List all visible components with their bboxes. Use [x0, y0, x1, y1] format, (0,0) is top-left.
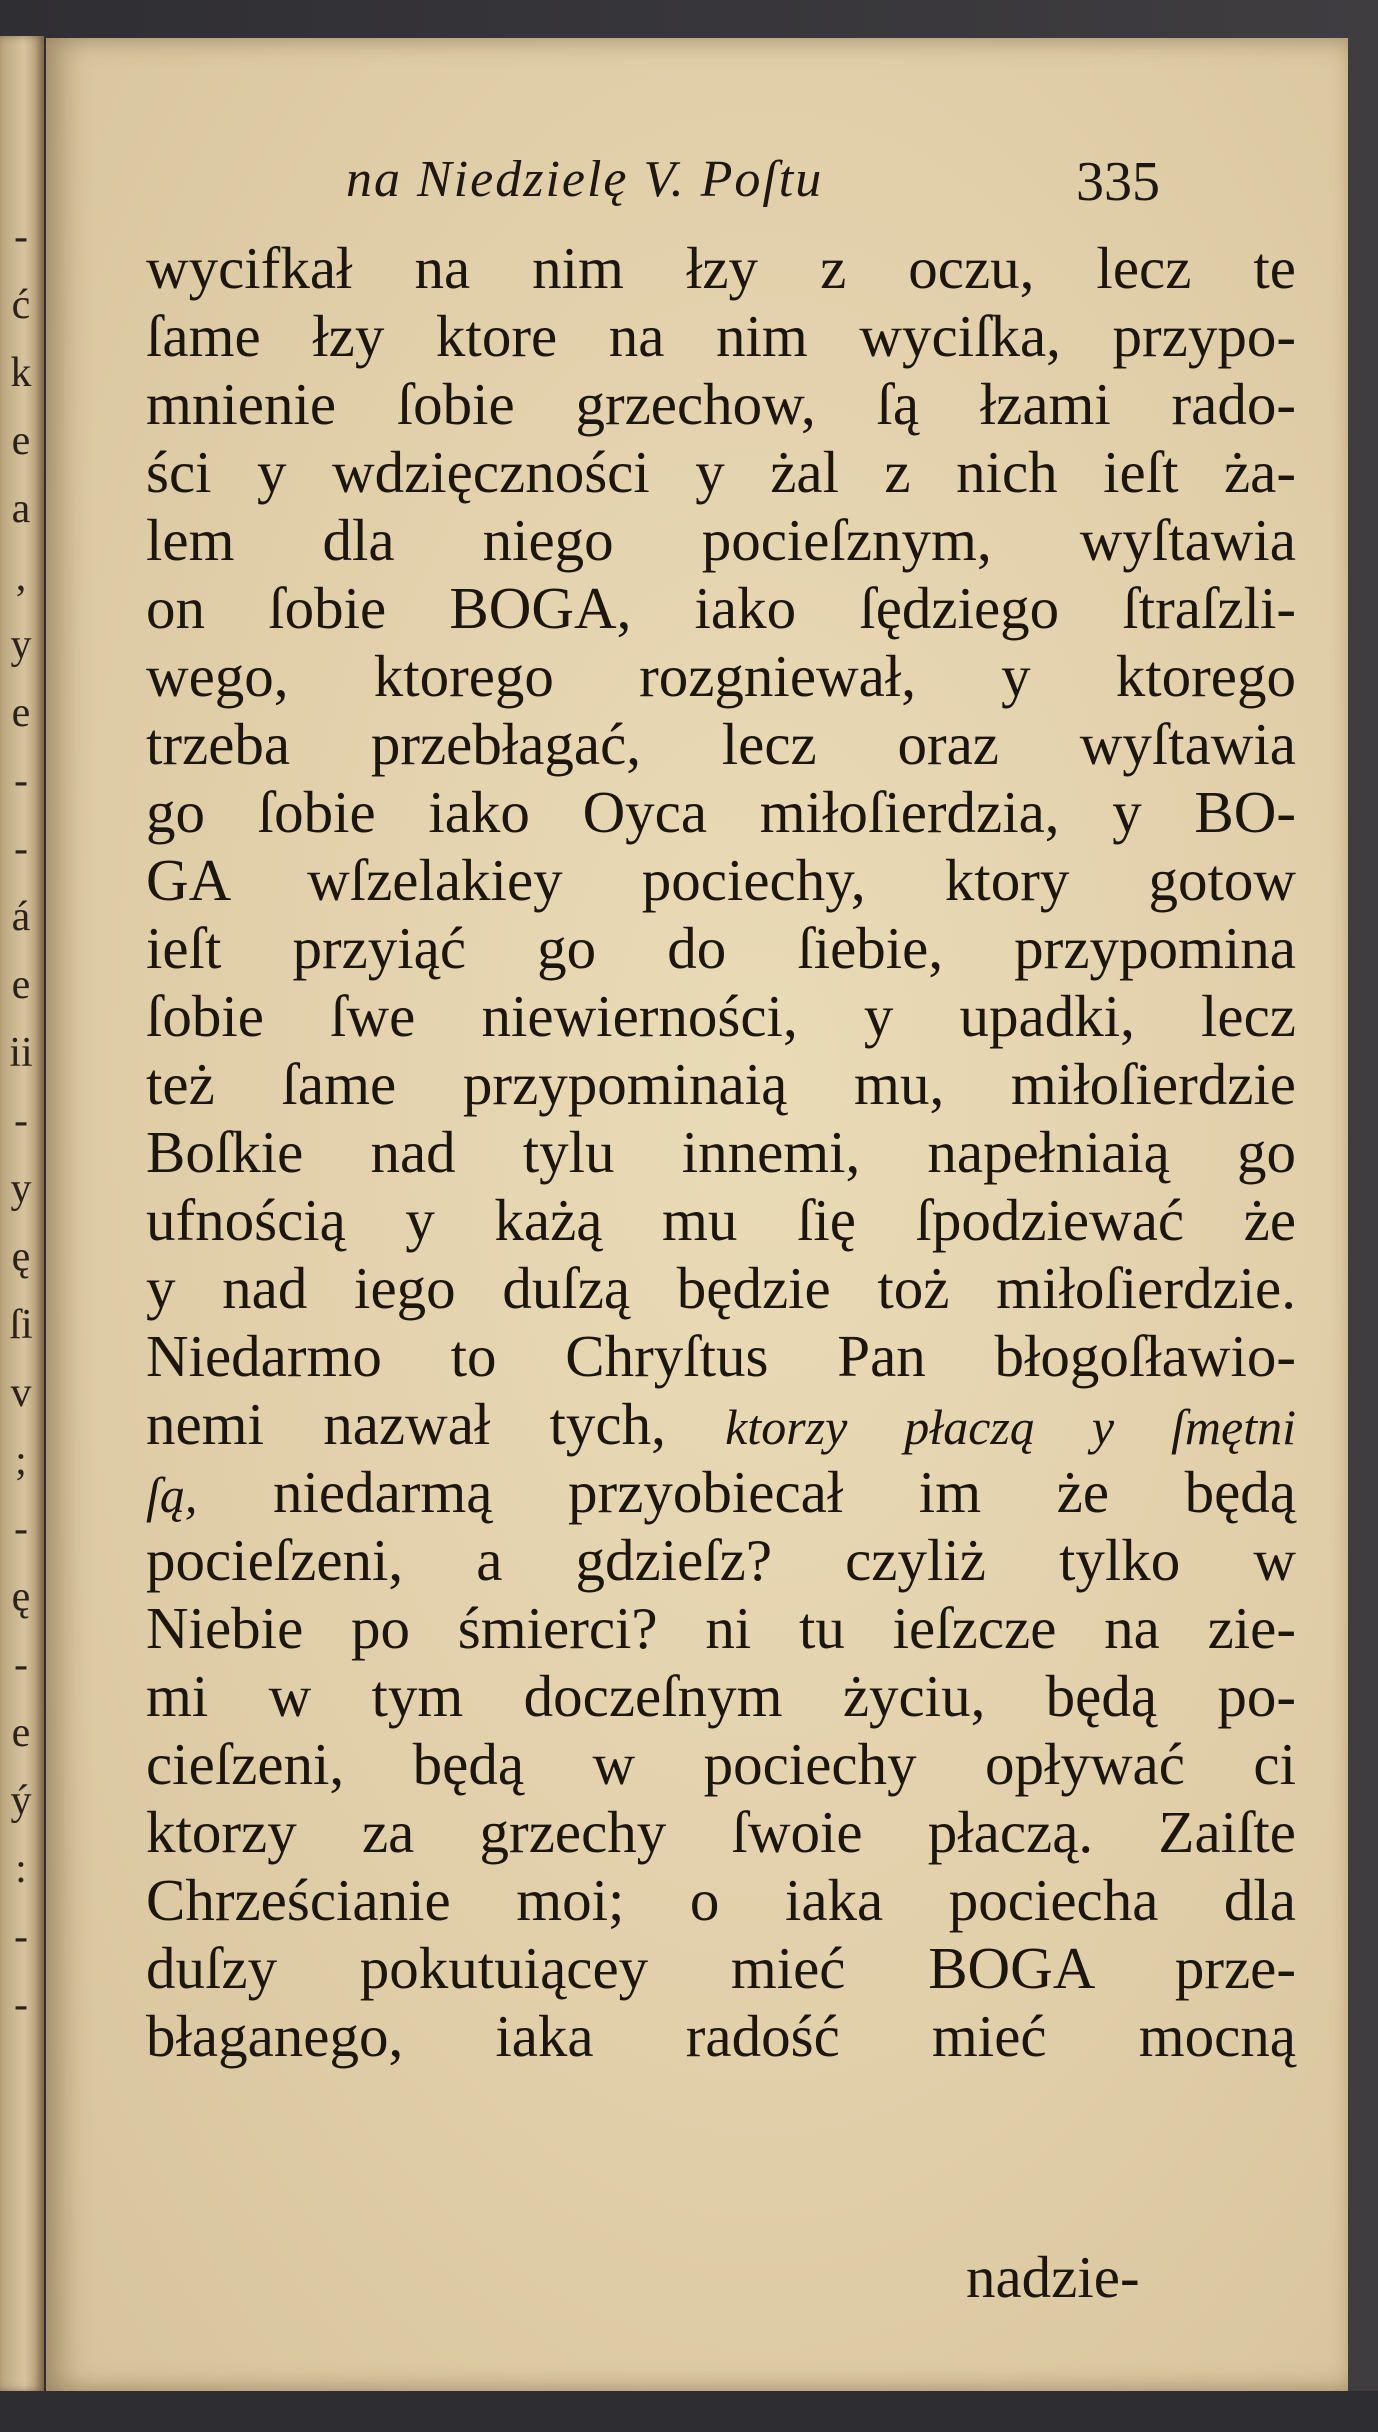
facing-page-letter-fragment: ę	[11, 1574, 31, 1620]
text-line: duſzy pokutuiącey mieć BOGA prze-	[146, 1935, 1296, 2001]
text-line: Boſkie nad tylu innemi, napełniaią go	[146, 1119, 1296, 1185]
facing-page-letter-fragment: y	[10, 1166, 32, 1212]
text-line: ści y wdzięczności y żal z nich ieſt ża-	[146, 439, 1296, 505]
text-line-mixed	[146, 1458, 1296, 1526]
page-number: 335	[1076, 151, 1160, 213]
text-line: mnienie ſobie grzechow, ſą łzami rado-	[146, 371, 1296, 437]
text-line: ktorzy za grzechy ſwoie płaczą. Zaiſte	[146, 1799, 1296, 1865]
text-line: ſame łzy ktore na nim wyciſka, przypo-	[146, 303, 1296, 369]
facing-page-letter-fragment: ę	[11, 1234, 31, 1280]
facing-page-letter-fragment: -	[14, 1506, 28, 1552]
facing-page-letter-fragment: á	[11, 894, 31, 940]
text-line: Niedarmo to Chryſtus Pan błogoſławio-	[146, 1323, 1296, 1389]
text-line: Chrześcianie moi; o iaka pociecha dla	[146, 1867, 1296, 1933]
text-line: lem dla niego pocieſznym, wyſtawia	[146, 507, 1296, 573]
facing-page-letter-fragment: -	[14, 1098, 28, 1144]
facing-page-letter-fragment: :	[15, 1846, 27, 1892]
text-line: wego, ktorego rozgniewał, y ktorego	[146, 643, 1296, 709]
facing-page-letter-fragment: -	[14, 758, 28, 804]
text-line: cieſzeni, będą w pociechy opływać ci	[146, 1731, 1296, 1797]
text-line: też ſame przypominaią mu, miłoſierdzie	[146, 1051, 1296, 1117]
text-line: ufnością y każą mu ſię ſpodziewać że	[146, 1187, 1296, 1253]
text-line: wycifkał na nim łzy z oczu, lecz te	[146, 235, 1296, 301]
facing-page-letter-fragment: a	[11, 486, 31, 532]
facing-page-letter-fragment: v	[10, 1370, 32, 1416]
facing-page-letter-fragment: -	[14, 1982, 28, 2028]
text-line: trzeba przebłagać, lecz oraz wyſtawia	[146, 711, 1296, 777]
facing-page-letter-fragment: -	[14, 1642, 28, 1688]
text-line: ſobie ſwe niewierności, y upadki, lecz	[146, 983, 1296, 1049]
facing-page-letter-fragment: ſi	[9, 1302, 33, 1348]
running-head	[346, 150, 1296, 230]
facing-page-letter-fragment: -	[14, 214, 28, 260]
text-line: Niebie po śmierci? ni tu ieſzcze na zie-	[146, 1595, 1296, 1661]
facing-page-letter-fragment: e	[11, 962, 31, 1008]
left-page-edge	[0, 36, 44, 2391]
facing-page-letter-fragment: -	[14, 1914, 28, 1960]
text-segment: nemi nazwał tych,	[146, 1391, 666, 1457]
facing-page-letter-fragment: e	[11, 418, 31, 464]
italic-phrase: ktorzy płaczą y ſmętni	[725, 1399, 1296, 1455]
facing-page-letter-fragment: y	[10, 622, 32, 668]
facing-page-letter-fragment: -	[14, 826, 28, 872]
facing-page-letter-fragment: ý	[10, 1778, 32, 1824]
running-title: na Niedzielę V. Poſtu	[346, 151, 824, 208]
text-line: mi w tym doczeſnym życiu, będą po-	[146, 1663, 1296, 1729]
facing-page-letter-fragment: e	[11, 1710, 31, 1756]
text-line: GA wſzelakiey pociechy, ktory gotow	[146, 847, 1296, 913]
body-text	[146, 234, 1296, 2070]
text-line: błaganego, iaka radość mieć mocną	[146, 2003, 1296, 2069]
scan-bottom-edge	[0, 2391, 1378, 2432]
facing-page-letter-fragment: ;	[15, 1438, 27, 1484]
italic-phrase: ſą,	[146, 1467, 198, 1523]
text-line: y nad iego duſzą będzie toż miłoſierdzie.	[146, 1255, 1296, 1321]
catchword: nadzie-	[966, 2244, 1140, 2310]
book-page	[46, 38, 1348, 2391]
facing-page-letter-fragment: ii	[9, 1030, 33, 1076]
text-line: ieſt przyiąć go do ſiebie, przypomina	[146, 915, 1296, 981]
text-line-mixed	[146, 1390, 1296, 1458]
facing-page-letter-fragment: ,	[15, 554, 27, 600]
text-line: on ſobie BOGA, iako ſędziego ſtraſzli-	[146, 575, 1296, 641]
text-segment: niedarmą przyobiecał im że będą	[272, 1459, 1296, 1525]
text-line: go ſobie iako Oyca miłoſierdzia, y BO-	[146, 779, 1296, 845]
text-line: pocieſzeni, a gdzieſz? czyliż tylko w	[146, 1527, 1296, 1593]
facing-page-letter-fragment: ć	[11, 282, 31, 328]
facing-page-letter-fragment: k	[10, 350, 32, 396]
facing-page-letter-fragment: e	[11, 690, 31, 736]
